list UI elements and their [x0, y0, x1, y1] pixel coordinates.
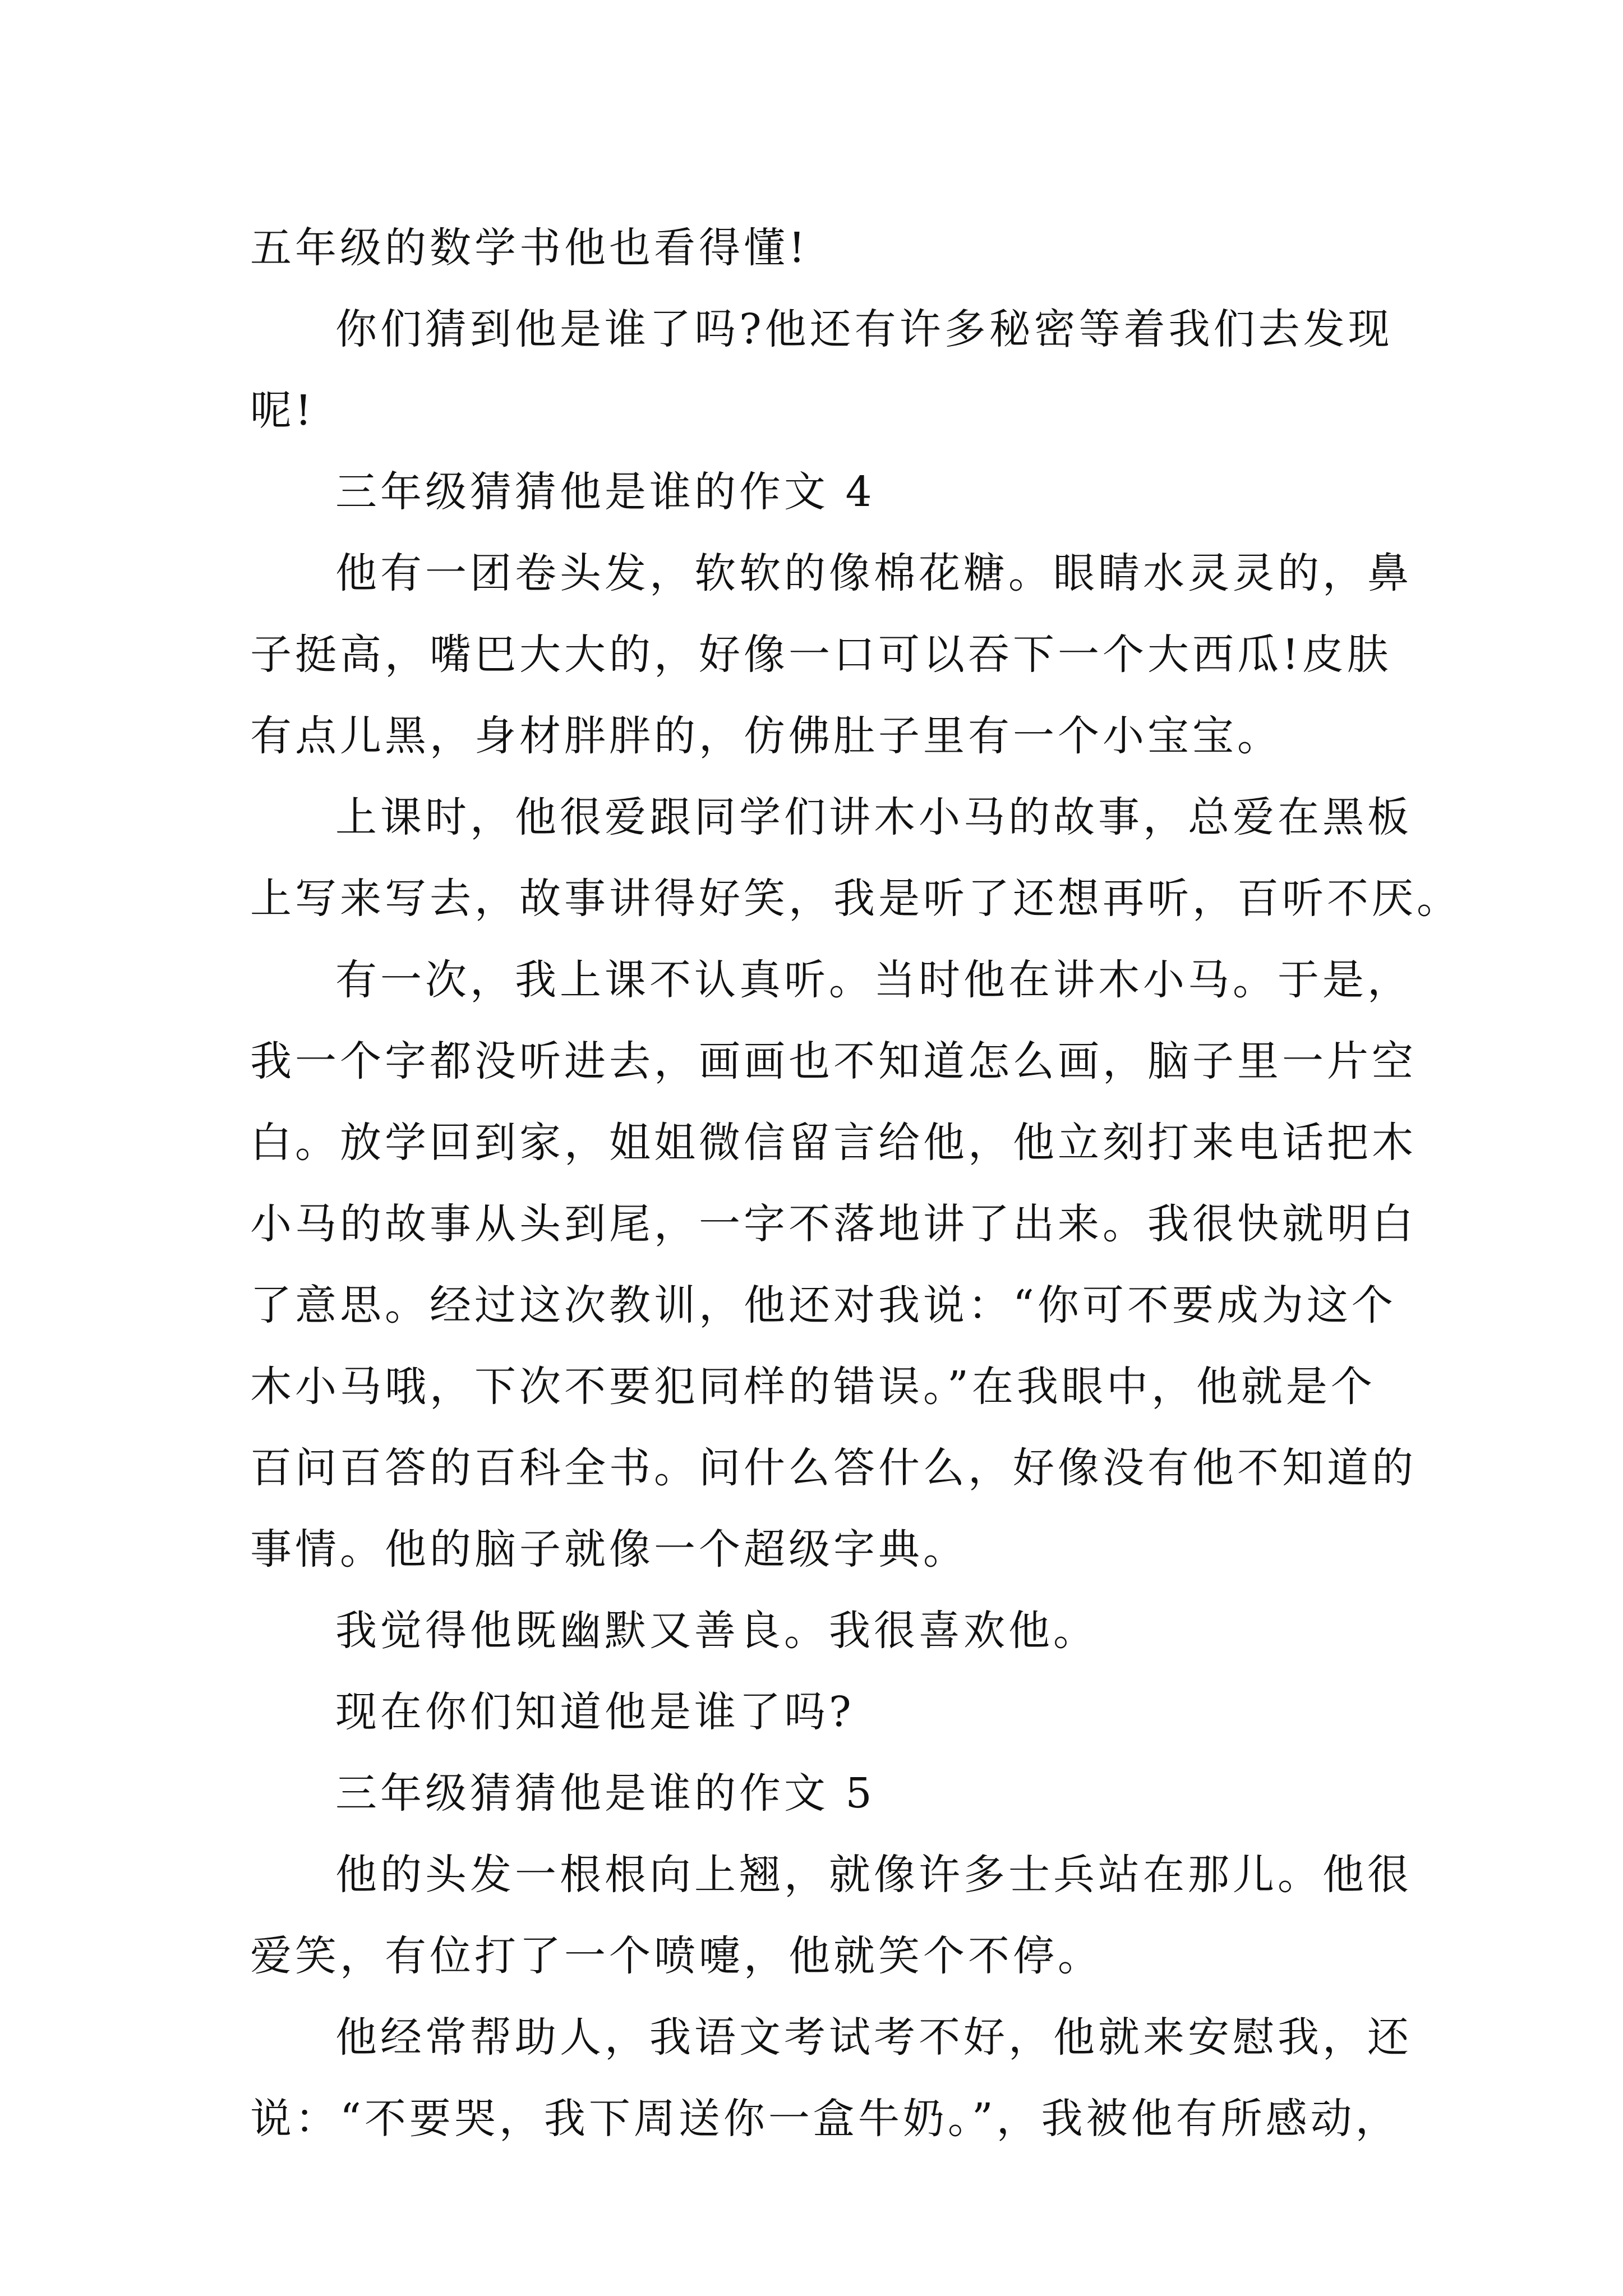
- section-heading: 三年级猜猜他是谁的作文 4: [335, 468, 875, 516]
- section-heading: 三年级猜猜他是谁的作文 5: [335, 1769, 875, 1818]
- essay-body: [250, 208, 1461, 2160]
- text-line: 百问百答的百科全书。问什么答什么，好像没有他不知道的: [250, 1444, 1417, 1492]
- text-line: 你们猜到他是谁了吗?他还有许多秘密等着我们去发现: [335, 305, 1393, 353]
- text-line: 他经常帮助人，我语文考试考不好，他就来安慰我，还: [335, 2013, 1412, 2062]
- text-line: 他的头发一根根向上翘，就像许多士兵站在那儿。他很: [335, 1851, 1412, 1899]
- text-line: 现在你们知道他是谁了吗?: [335, 1688, 855, 1736]
- text-line: 上课时，他很爱跟同学们讲木小马的故事，总爱在黑板: [335, 793, 1412, 841]
- text-line: 木小马哦，下次不要犯同样的错误。”在我眼中，他就是个: [250, 1363, 1376, 1411]
- text-line: 有一次，我上课不认真听。当时他在讲木小马。于是，: [335, 956, 1412, 1004]
- text-line: 说：“不要哭，我下周送你一盒牛奶。”，我被他有所感动，: [250, 2095, 1400, 2143]
- text-line: 五年级的数学书他也看得懂!: [250, 224, 809, 272]
- text-line: 事情。他的脑子就像一个超级字典。: [250, 1525, 968, 1573]
- text-line: 小马的故事从头到尾，一字不落地讲了出来。我很快就明白: [250, 1200, 1417, 1248]
- text-line: 呢!: [250, 386, 315, 435]
- text-line: 了意思。经过这次教训，他还对我说：“你可不要成为这个: [250, 1281, 1396, 1329]
- text-line: 我一个字都没听进去，画画也不知道怎么画，脑子里一片空: [250, 1037, 1417, 1085]
- text-line: 有点儿黑，身材胖胖的，仿佛肚子里有一个小宝宝。: [250, 712, 1282, 760]
- text-line: 我觉得他既幽默又善良。我很喜欢他。: [335, 1607, 1098, 1655]
- text-line: 他有一团卷头发，软软的像棉花糖。眼睛水灵灵的，鼻: [335, 549, 1412, 597]
- text-line: 爱笑，有位打了一个喷嚏，他就笑个不停。: [250, 1932, 1103, 1980]
- text-line: 上写来写去，故事讲得好笑，我是听了还想再听，百听不厌。: [250, 875, 1461, 923]
- text-line: 白。放学回到家，姐姐微信留言给他，他立刻打来电话把木: [250, 1119, 1417, 1167]
- text-line: 子挺高，嘴巴大大的，好像一口可以吞下一个大西瓜!皮肤: [250, 631, 1392, 679]
